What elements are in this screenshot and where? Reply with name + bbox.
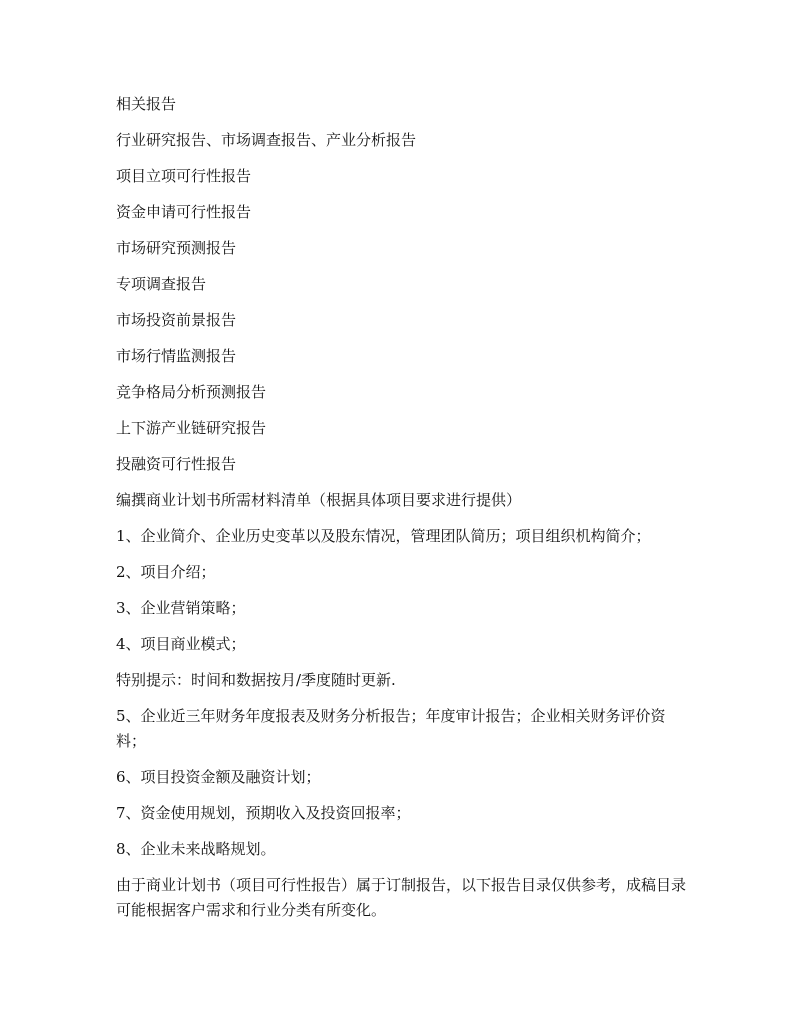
section-heading-related-reports: 相关报告: [116, 95, 177, 113]
report-type-line: 专项调查报告: [116, 275, 207, 293]
report-type-line: 资金申请可行性报告: [116, 203, 252, 221]
materials-list-item: 3、企业营销策略；: [116, 599, 246, 617]
materials-list-item: 2、项目介绍；: [116, 563, 216, 581]
materials-list-item: 1、企业简介、企业历史变革以及股东情况，管理团队简历；项目组织机构简介；: [116, 527, 651, 545]
report-type-line: 市场研究预测报告: [116, 239, 237, 257]
report-type-line: 上下游产业链研究报告: [116, 419, 267, 437]
materials-list-heading: 编撰商业计划书所需材料清单（根据具体项目要求进行提供）: [116, 491, 522, 509]
materials-list-item: 6、项目投资金额及融资计划；: [116, 768, 321, 786]
materials-list-item: 4、项目商业模式；: [116, 635, 246, 653]
document-body: [116, 92, 690, 934]
report-type-line: 市场投资前景报告: [116, 311, 237, 329]
closing-note: 由于商业计划书（项目可行性报告）属于订制报告，以下报告目录仅供参考，成稿目录可能根据客户需求和行业分类有所变化。: [116, 876, 687, 919]
special-notice: 特别提示：时间和数据按月/季度随时更新.: [116, 671, 396, 689]
report-type-line: 项目立项可行性报告: [116, 167, 252, 185]
report-type-line: 竞争格局分析预测报告: [116, 383, 267, 401]
materials-list-item: 5、企业近三年财务年度报表及财务分析报告；年度审计报告；企业相关财务评价资料；: [116, 707, 666, 750]
report-type-line: 行业研究报告、市场调查报告、产业分析报告: [116, 131, 417, 149]
materials-list-item: 8、企业未来战略规划。: [116, 840, 276, 858]
report-type-line: 投融资可行性报告: [116, 455, 237, 473]
materials-list-item: 7、资金使用规划，预期收入及投资回报率；: [116, 804, 411, 822]
report-type-line: 市场行情监测报告: [116, 347, 237, 365]
